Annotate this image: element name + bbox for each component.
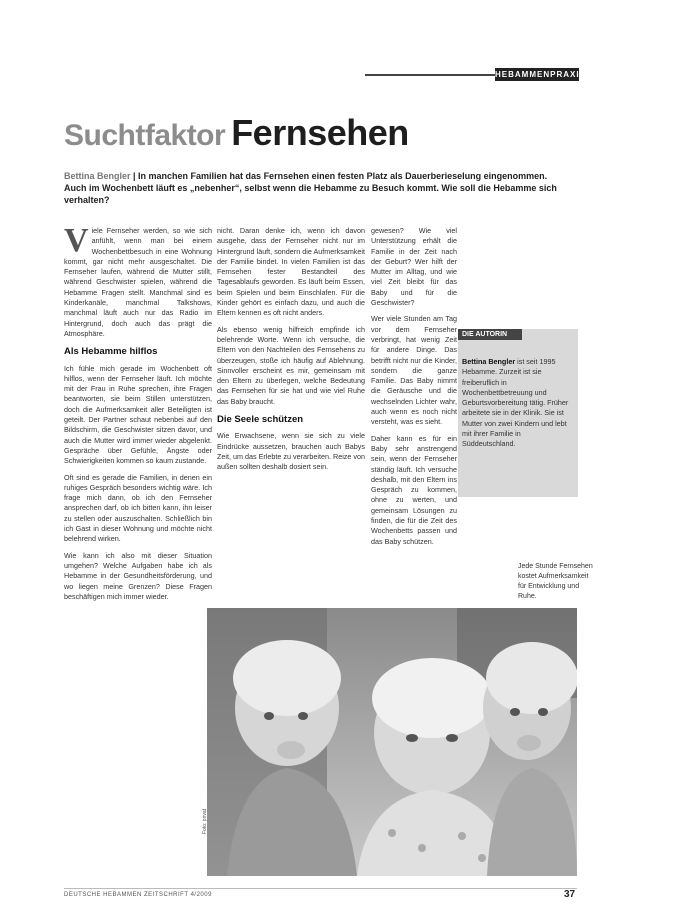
paragraph: Wie kann ich also mit dieser Situation umgehen? Welche Aufgaben habe ich als Hebamme in der Gesundheitsförderung, und wo liegen meine Grenzen? Diese Fragen beschäftigen mich immer wieder. [64,550,212,601]
drop-cap: V [64,222,89,259]
photo-caption: Jede Stunde Fernsehen kostet Aufmerksamkeit für Entwicklung und Ruhe. [518,563,593,600]
paragraph: Daher kann es für ein Baby sehr anstrengend sein, wenn der Fernseher ständig läuft. Ich versuche deshalb, mit den Eltern ins Gespräch zu kommen, ohne zu werten, und gemeinsam Lösungen zu finden, die für die Zeit des Wochenbetts passen und das Baby schützen. [371,433,457,546]
infobox-text [462,357,574,450]
title-part-2: Fernsehen [231,112,409,153]
infobox-label: DIE AUTORIN [458,329,522,340]
author-infobox [458,329,578,497]
subheading: Als Hebamme hilflos [64,346,158,358]
lead-author: Bettina Bengler [64,171,131,181]
article-title [64,112,409,154]
paragraph: Wie Erwachsene, wenn sie sich zu viele Eindrücke aussetzen, brauchen auch Babys Zeit, um das Erlebte zu verarbeiten. Reize von außen sollten deshalb dosiert sein. [217,431,365,472]
lead-paragraph [64,170,564,206]
paragraph-text: iele Fernseher werden, so wie sich anfühlt, wenn man bei einem Wochenbettbesuch in eine Wohnung kommt, gar nicht mehr ausgeschaltet. Die Fernseher laufen, während die Mutter stillt, während Geschwister spielen, während die Hebamme Fragen stellt. Manchmal sind es Kinderkanäle, manchmal Talkshows, manchmal läuft auch nur das Radio im Hintergrund, doch auch das prägt die Atmosphäre. [64,226,212,338]
author-bio: ist seit 1995 Hebamme. Zurzeit ist sie freiberuflich in Wochenbettbetreuung und Geburtsvorbereitung tätig. Früher arbeitete sie in der Klinik. Sie ist Mutter von zwei Kindern und lebt mit ihrer Familie in Süddeutschland. [462,357,569,449]
paragraph: Wer viele Stunden am Tag vor dem Fernseher verbringt, hat wenig Zeit für andere Dinge. Das betrifft nicht nur die Kinder, sondern die ganze Familie. Das Baby nimmt die Geräusche und die wechselnden Lichter wahr, auch wenn es noch nicht versteht, was es sieht. [371,314,457,427]
page-number: 37 [564,889,576,900]
column-3 [371,226,457,553]
paragraph: nicht. Daran denke ich, wenn ich davon ausgehe, dass der Fernseher nicht nur im Hintergrund läuft, sondern die Aufmerksamkeit der Familie bindet. In vielen Familien ist das Fernsehen fester Bestandteil des Tagesablaufs geworden. Es läuft beim Essen, beim Spielen und beim Einschlafen. Für die Kinder gehört es einfach dazu, und auch die Eltern kennen es oft nicht anders. [217,226,365,318]
column-1 [64,222,212,608]
column-2 [217,226,365,479]
author-name: Bettina Bengler [462,357,516,366]
lead-text: | In manchen Familien hat das Fernsehen einen festen Platz als Dauerberieselung eingenommen. Auch im Wochenbett läuft es „nebenher“, selbst wenn die Hebamme zu Besuch kommt. Wie soll die Hebamme sich verhalten? [64,171,557,205]
paragraph [64,222,212,339]
paragraph: Ich fühle mich gerade im Wochenbett oft hilflos, wenn der Fernseher läuft. Ich möchte mit der Frau in Ruhe sprechen, ihre Fragen beantworten, sie beim Stillen unterstützen, doch die Aufmerksamkeit aller Beteiligten ist geteilt. Der Partner schaut nebenbei auf den Bildschirm, die Geschwister sitzen davor, und auch die Mutter wird immer wieder abgelenkt. Gespräche über Gefühle, Ängste oder Schwierigkeiten kommen so kaum zustande. [64,363,212,466]
section-tag: HEBAMMENPRAXIS [495,70,586,79]
paragraph: gewesen? Wie viel Unterstützung erhält die Familie in der Zeit nach der Geburt? Wer hilft der Mutter im Alltag, und wie viel Zeit bleibt für das Baby und für die Geschwister? [371,226,457,308]
paragraph: Oft sind es gerade die Familien, in denen ein ruhiges Gespräch besonders wichtig wäre. Ich frage mich dann, ob ich den Fernseher ansprechen darf, ob ich bitten kann, ihn leiser zu stellen oder auszuschalten. Schließlich bin ich Gast in dieser Wohnung und möchte nicht belehrend wirken. [64,472,212,544]
paragraph: Als ebenso wenig hilfreich empfinde ich belehrende Worte. Wenn ich versuche, die Eltern von den Nachteilen des Fernsehens zu überzeugen, stoße ich häufig auf Ablehnung. Sinnvoller erscheint es mir, gemeinsam mit den Eltern zu überlegen, welche Bedeutung das Fernsehen für sie hat und wie viel Ruhe das Baby braucht. [217,324,365,406]
footer-rule [64,888,577,889]
title-part-1: Suchtfaktor [64,119,226,152]
photo-credit: Foto: privat [202,808,208,834]
subheading: Die Seele schützen [217,414,304,426]
children-photo [207,608,577,876]
children-photo-illustration [207,608,577,876]
footer-journal: DEUTSCHE HEBAMMEN ZEITSCHRIFT 4/2009 [64,892,212,898]
